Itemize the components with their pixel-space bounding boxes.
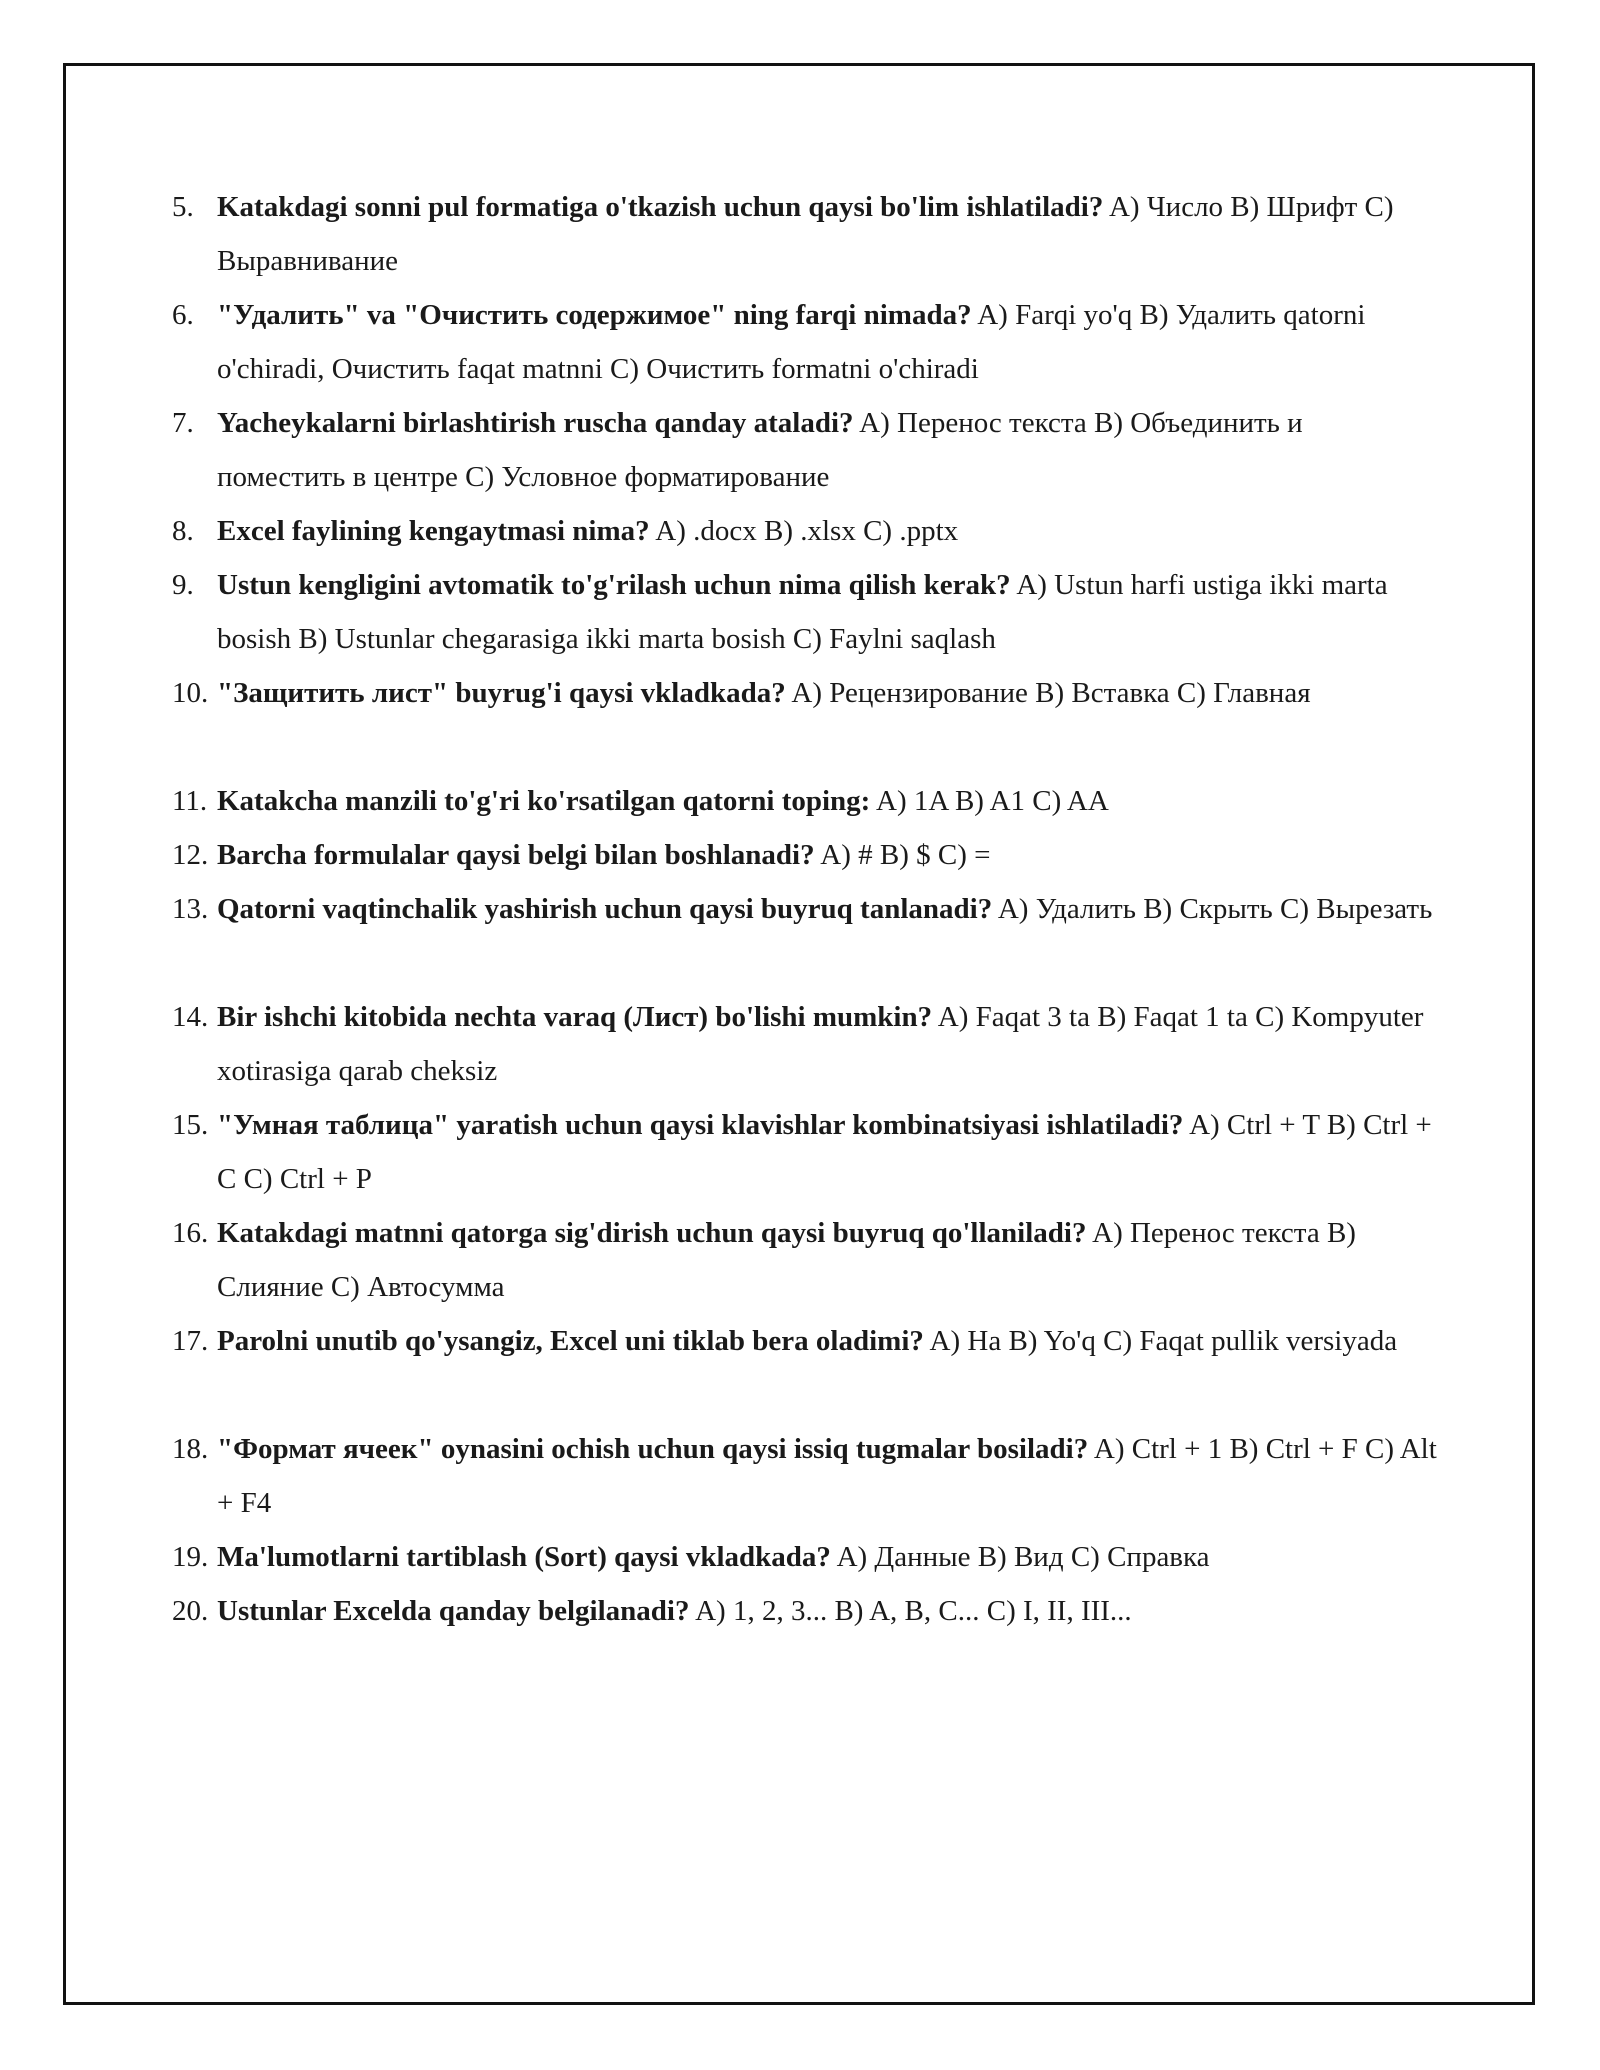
question-number: 15. (172, 1109, 209, 1141)
question-item (172, 558, 1437, 666)
question-text: Ma'lumotlarni tartiblash (Sort) qaysi vkladkada? (217, 1541, 831, 1573)
question-item (172, 504, 1437, 558)
question-number: 16. (172, 1217, 209, 1249)
question-number: 18. (172, 1433, 209, 1465)
question-text: "Удалить" va "Очистить содержимое" ning farqi nimada? (217, 299, 972, 331)
question-text: Barcha formulalar qaysi belgi bilan boshlanadi? (217, 839, 815, 871)
question-text: "Защитить лист" buyrug'i qaysi vkladkada? (217, 677, 786, 709)
question-item (172, 1422, 1437, 1530)
question-item (172, 990, 1437, 1098)
question-options: A) 1A B) A1 C) AA (876, 785, 1109, 817)
question-options: A) Ha B) Yo'q C) Faqat pullik versiyada (929, 1325, 1398, 1357)
question-text: Qatorni vaqtinchalik yashirish uchun qaysi buyruq tanlanadi? (217, 893, 993, 925)
question-text: "Умная таблица" yaratish uchun qaysi klavishlar kombinatsiyasi ishlatiladi? (217, 1109, 1184, 1141)
question-number: 8. (172, 515, 194, 547)
question-options: A) Ctrl + T B) Ctrl + C C) Ctrl + P (217, 1109, 1432, 1195)
question-number: 10. (172, 677, 209, 709)
question-text: Katakdagi matnni qatorga sig'dirish uchun qaysi buyruq qo'llaniladi? (217, 1217, 1087, 1249)
question-number: 12. (172, 839, 209, 871)
question-options: A) .docx B) .xlsx C) .pptx (655, 515, 959, 547)
question-options: A) Данные B) Вид C) Справка (836, 1541, 1210, 1573)
question-text: Bir ishchi kitobida nechta varaq (Лист) bo'lishi mumkin? (217, 1001, 933, 1033)
question-options: A) Ustun harfi ustiga ikki marta bosish B) Ustunlar chegarasiga ikki marta bosish C) Faylni saqlash (217, 569, 1388, 655)
question-item (172, 1584, 1437, 1638)
question-item (172, 396, 1437, 504)
question-options: A) Удалить B) Скрыть C) Вырезать (997, 893, 1433, 925)
question-item (172, 288, 1437, 396)
question-item (172, 1206, 1437, 1314)
question-options: A) Перенос текста B) Слияние C) Автосумма (217, 1217, 1356, 1303)
question-number: 11. (172, 785, 208, 817)
question-options: A) Ctrl + 1 B) Ctrl + F C) Alt + F4 (217, 1433, 1437, 1519)
question-options: A) Число B) Шрифт C) Выравнивание (217, 191, 1394, 277)
question-item (172, 180, 1437, 288)
question-text: Ustun kengligini avtomatik to'g'rilash uchun nima qilish kerak? (217, 569, 1011, 601)
question-number: 17. (172, 1325, 209, 1357)
question-item (172, 666, 1437, 720)
question-text: Katakdagi sonni pul formatiga o'tkazish uchun qaysi bo'lim ishlatiladi? (217, 191, 1104, 223)
question-item (172, 1314, 1437, 1368)
question-item (172, 1530, 1437, 1584)
question-options: A) # B) $ C) = (820, 839, 991, 871)
question-number: 6. (172, 299, 194, 331)
question-options: A) Faqat 3 ta B) Faqat 1 ta C) Kompyuter xotirasiga qarab cheksiz (217, 1001, 1424, 1087)
question-number: 7. (172, 407, 194, 439)
question-text: Yacheykalarni birlashtirish ruscha qanday ataladi? (217, 407, 854, 439)
question-number: 5. (172, 191, 194, 223)
question-text: Parolni unutib qo'ysangiz, Excel uni tiklab bera oladimi? (217, 1325, 924, 1357)
question-options: A) 1, 2, 3... B) A, B, C... C) I, II, III... (695, 1595, 1132, 1627)
question-text: Excel faylining kengaytmasi nima? (217, 515, 650, 547)
question-number: 19. (172, 1541, 209, 1573)
question-number: 20. (172, 1595, 209, 1627)
question-text: Katakcha manzili to'g'ri ko'rsatilgan qatorni toping: (217, 785, 871, 817)
question-item (172, 882, 1437, 936)
question-item (172, 774, 1437, 828)
question-item (172, 1098, 1437, 1206)
question-options: A) Рецензирование B) Вставка C) Главная (791, 677, 1311, 709)
question-number: 14. (172, 1001, 209, 1033)
question-text: Ustunlar Excelda qanday belgilanadi? (217, 1595, 690, 1627)
question-item (172, 828, 1437, 882)
question-text: "Формат ячеек" oynasini ochish uchun qaysi issiq tugmalar bosiladi? (217, 1433, 1089, 1465)
question-number: 13. (172, 893, 209, 925)
question-options: A) Перенос текста B) Объединить и поместить в центре C) Условное форматирование (217, 407, 1303, 493)
question-number: 9. (172, 569, 194, 601)
question-options: A) Farqi yo'q B) Удалить qatorni o'chiradi, Очистить faqat matnni C) Очистить formatni o'chiradi (217, 299, 1366, 385)
